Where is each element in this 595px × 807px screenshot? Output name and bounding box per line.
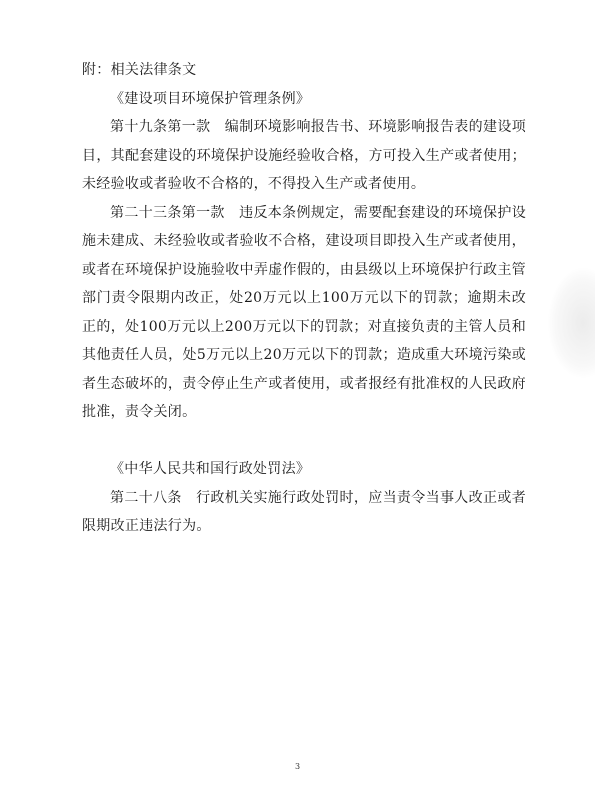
regulation-title-construction: 《建设项目环境保护管理条例》 <box>110 90 311 107</box>
section-spacer <box>82 427 526 456</box>
regulation-title-administrative-penalty: 《中华人民共和国行政处罚法》 <box>110 461 311 477</box>
page-number: 3 <box>294 762 301 771</box>
article-28-paragraph: 第二十八条 行政机关实施行政处罚时，应当责令当事人改正或者限期改正违法行为。 <box>82 489 526 534</box>
appendix-title: 附：相关法律条文 <box>82 62 197 78</box>
document-body <box>82 56 526 541</box>
article-23-paragraph: 第二十三条第一款 违反本条例规定，需要配套建设的环境保护设施未建成、未经验收或者验收不合格，建设项目即投入生产或者使用，或者在环境保护设施验收中弄虚作假的，由县级以上环境保护行政主管部门责令限期内改正，处20万元以上100万元以下的罚款；逾期未改正的，处100万元以上200万元以下的罚款；对直接负责的主管人员和其他责任人员，处5万元以上20万元以下的罚款；造成重大环境污染或者生态破坏的，责令停止生产或者使用，或者报经有批准权的人民政府批准，责令关闭。 <box>82 204 526 420</box>
faded-seal-stamp <box>548 268 595 378</box>
article-19-paragraph: 第十九条第一款 编制环境影响报告书、环境影响报告表的建设项目，其配套建设的环境保护设施经验收合格，方可投入生产或者使用；未经验收或者验收不合格的，不得投入生产或者使用。 <box>82 119 526 192</box>
